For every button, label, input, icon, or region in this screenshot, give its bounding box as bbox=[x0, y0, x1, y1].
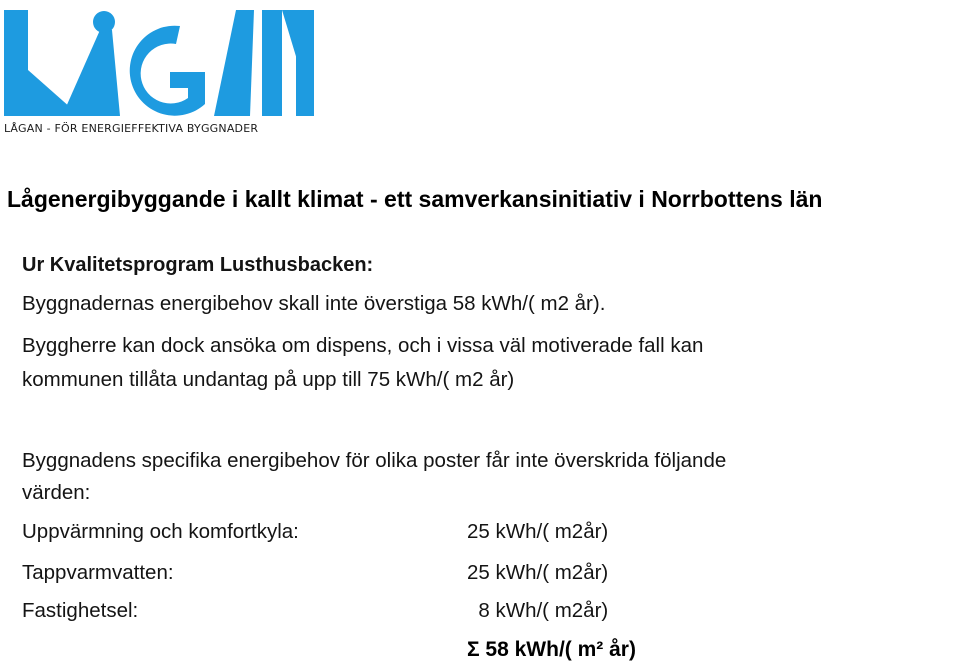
intro-line-2: Byggherre kan dock ansöka om dispens, och i vissa väl motiverade fall kan bbox=[22, 334, 704, 357]
intro-line-1: Byggnadernas energibehov skall inte överstiga 58 kWh/( m2 år). bbox=[22, 292, 606, 315]
lagan-logo bbox=[0, 0, 330, 145]
requirement-row-hot-water bbox=[22, 561, 609, 585]
requirement-label: Tappvarmvatten: bbox=[22, 561, 174, 584]
lagan-logo-graphic bbox=[0, 0, 330, 125]
requirement-value: 25 kWh/( m2år) bbox=[467, 561, 609, 584]
logo-caption: LÅGAN - FÖR ENERGIEFFEKTIVA BYGGNADER bbox=[4, 122, 259, 135]
requirement-value: 8 kWh/( m2år) bbox=[467, 599, 609, 622]
page-title: Lågenergibyggande i kallt klimat - ett samverkansinitiativ i Norrbottens län bbox=[7, 186, 823, 212]
requirement-label: Uppvärmning och komfortkyla: bbox=[22, 520, 299, 543]
requirement-row-property-electricity bbox=[22, 599, 609, 623]
specific-line-2: värden: bbox=[22, 481, 91, 504]
requirement-value: 25 kWh/( m2år) bbox=[467, 520, 609, 543]
specific-line-1: Byggnadens specifika energibehov för olika poster får inte överskrida följande bbox=[22, 449, 727, 472]
intro-label: Ur Kvalitetsprogram Lusthusbacken: bbox=[22, 254, 374, 276]
intro-line-3: kommunen tillåta undantag på upp till 75 kWh/( m2 år) bbox=[22, 368, 515, 391]
requirement-total: Σ 58 kWh/( m² år) bbox=[467, 638, 636, 661]
requirement-row-heating bbox=[22, 520, 609, 544]
requirement-label: Fastighetsel: bbox=[22, 599, 139, 622]
